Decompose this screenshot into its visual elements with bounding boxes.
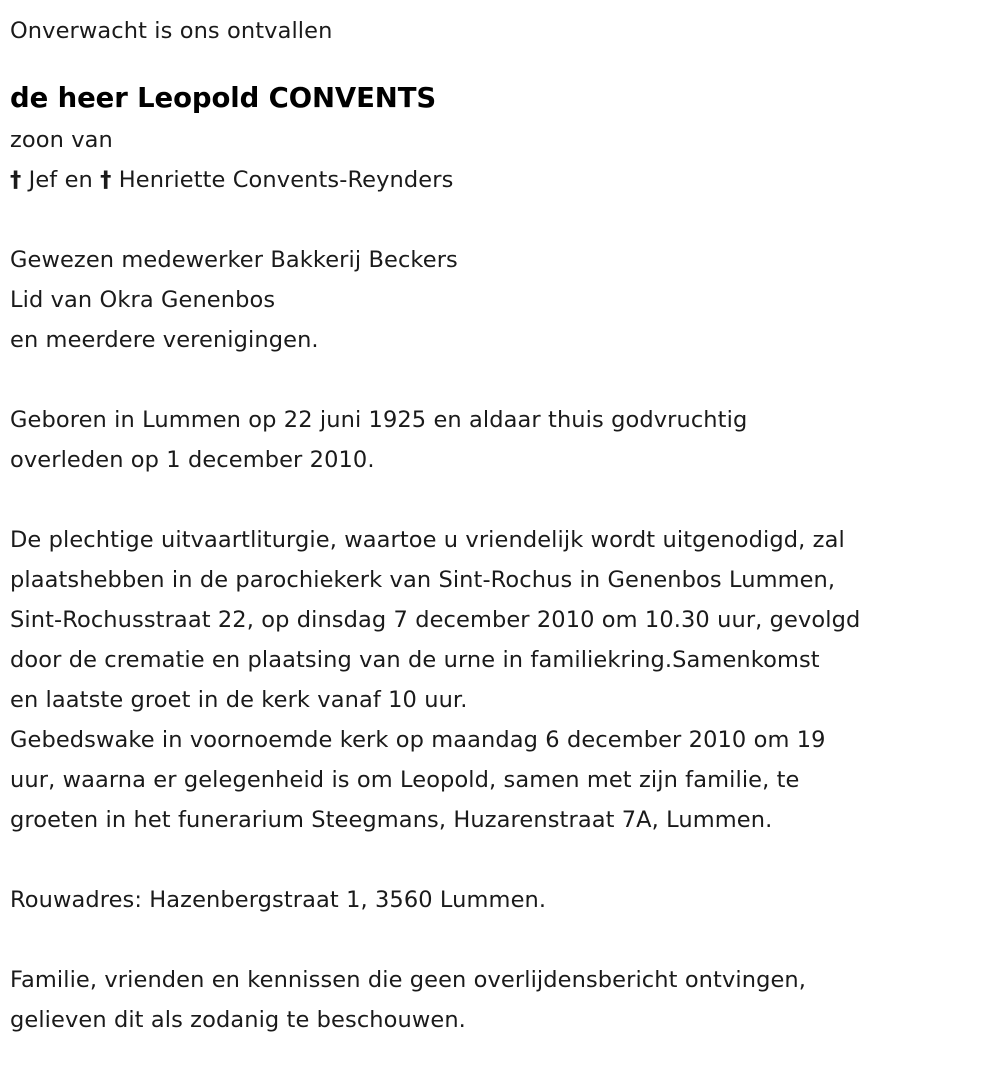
father-name: Jef en [21,167,101,193]
mourning-address-block [10,880,992,920]
intro-block [10,12,992,50]
spacer-after-affiliations [10,360,992,400]
mourning-address-line: Rouwadres: Hazenbergstraat 1, 3560 Lummen. [10,887,547,913]
relation-label: zoon van [10,127,113,153]
affiliations-block [10,240,992,360]
spacer-after-service [10,840,992,880]
service-line: door de crematie en plaatsing van de urne in familiekring.Samenkomst [10,647,820,673]
service-line: De plechtige uitvaartliturgie, waartoe u vriendelijk wordt uitgenodigd, zal [10,527,845,553]
affiliation-line: Gewezen medewerker Bakkerij Beckers [10,247,458,273]
mother-name: Henriette Convents-Reynders [111,167,454,193]
dagger-icon-father: † [10,167,22,193]
deceased-name: de heer Leopold CONVENTS [10,82,437,114]
closing-line: gelieven dit als zodanig te beschouwen. [10,1007,466,1033]
dates-line: Geboren in Lummen op 22 juni 1925 en aldaar thuis godvruchtig [10,407,748,433]
service-line: uur, waarna er gelegenheid is om Leopold, samen met zijn familie, te [10,767,800,793]
deceased-block [10,76,992,200]
spacer-after-dates [10,480,992,520]
service-line: Gebedswake in voornoemde kerk op maandag 6 december 2010 om 19 [10,727,826,753]
spacer-after-address [10,920,992,960]
parents-line [10,160,992,200]
spacer-after-intro [10,50,992,76]
service-line: plaatshebben in de parochiekerk van Sint-Rochus in Genenbos Lummen, [10,567,836,593]
service-block [10,520,992,840]
closing-line: Familie, vrienden en kennissen die geen overlijdensbericht ontvingen, [10,967,807,993]
affiliation-line: en meerdere verenigingen. [10,327,319,353]
service-line: groeten in het funerarium Steegmans, Huzarenstraat 7A, Lummen. [10,807,773,833]
dates-line: overleden op 1 december 2010. [10,447,375,473]
closing-block [10,960,992,1040]
service-line: Sint-Rochusstraat 22, op dinsdag 7 december 2010 om 10.30 uur, gevolgd [10,607,861,633]
intro-line: Onverwacht is ons ontvallen [10,18,333,44]
affiliation-line: Lid van Okra Genenbos [10,287,276,313]
dagger-icon-mother: † [100,167,112,193]
service-line: en laatste groet in de kerk vanaf 10 uur. [10,687,468,713]
spacer-after-deceased [10,200,992,240]
dates-block [10,400,992,480]
